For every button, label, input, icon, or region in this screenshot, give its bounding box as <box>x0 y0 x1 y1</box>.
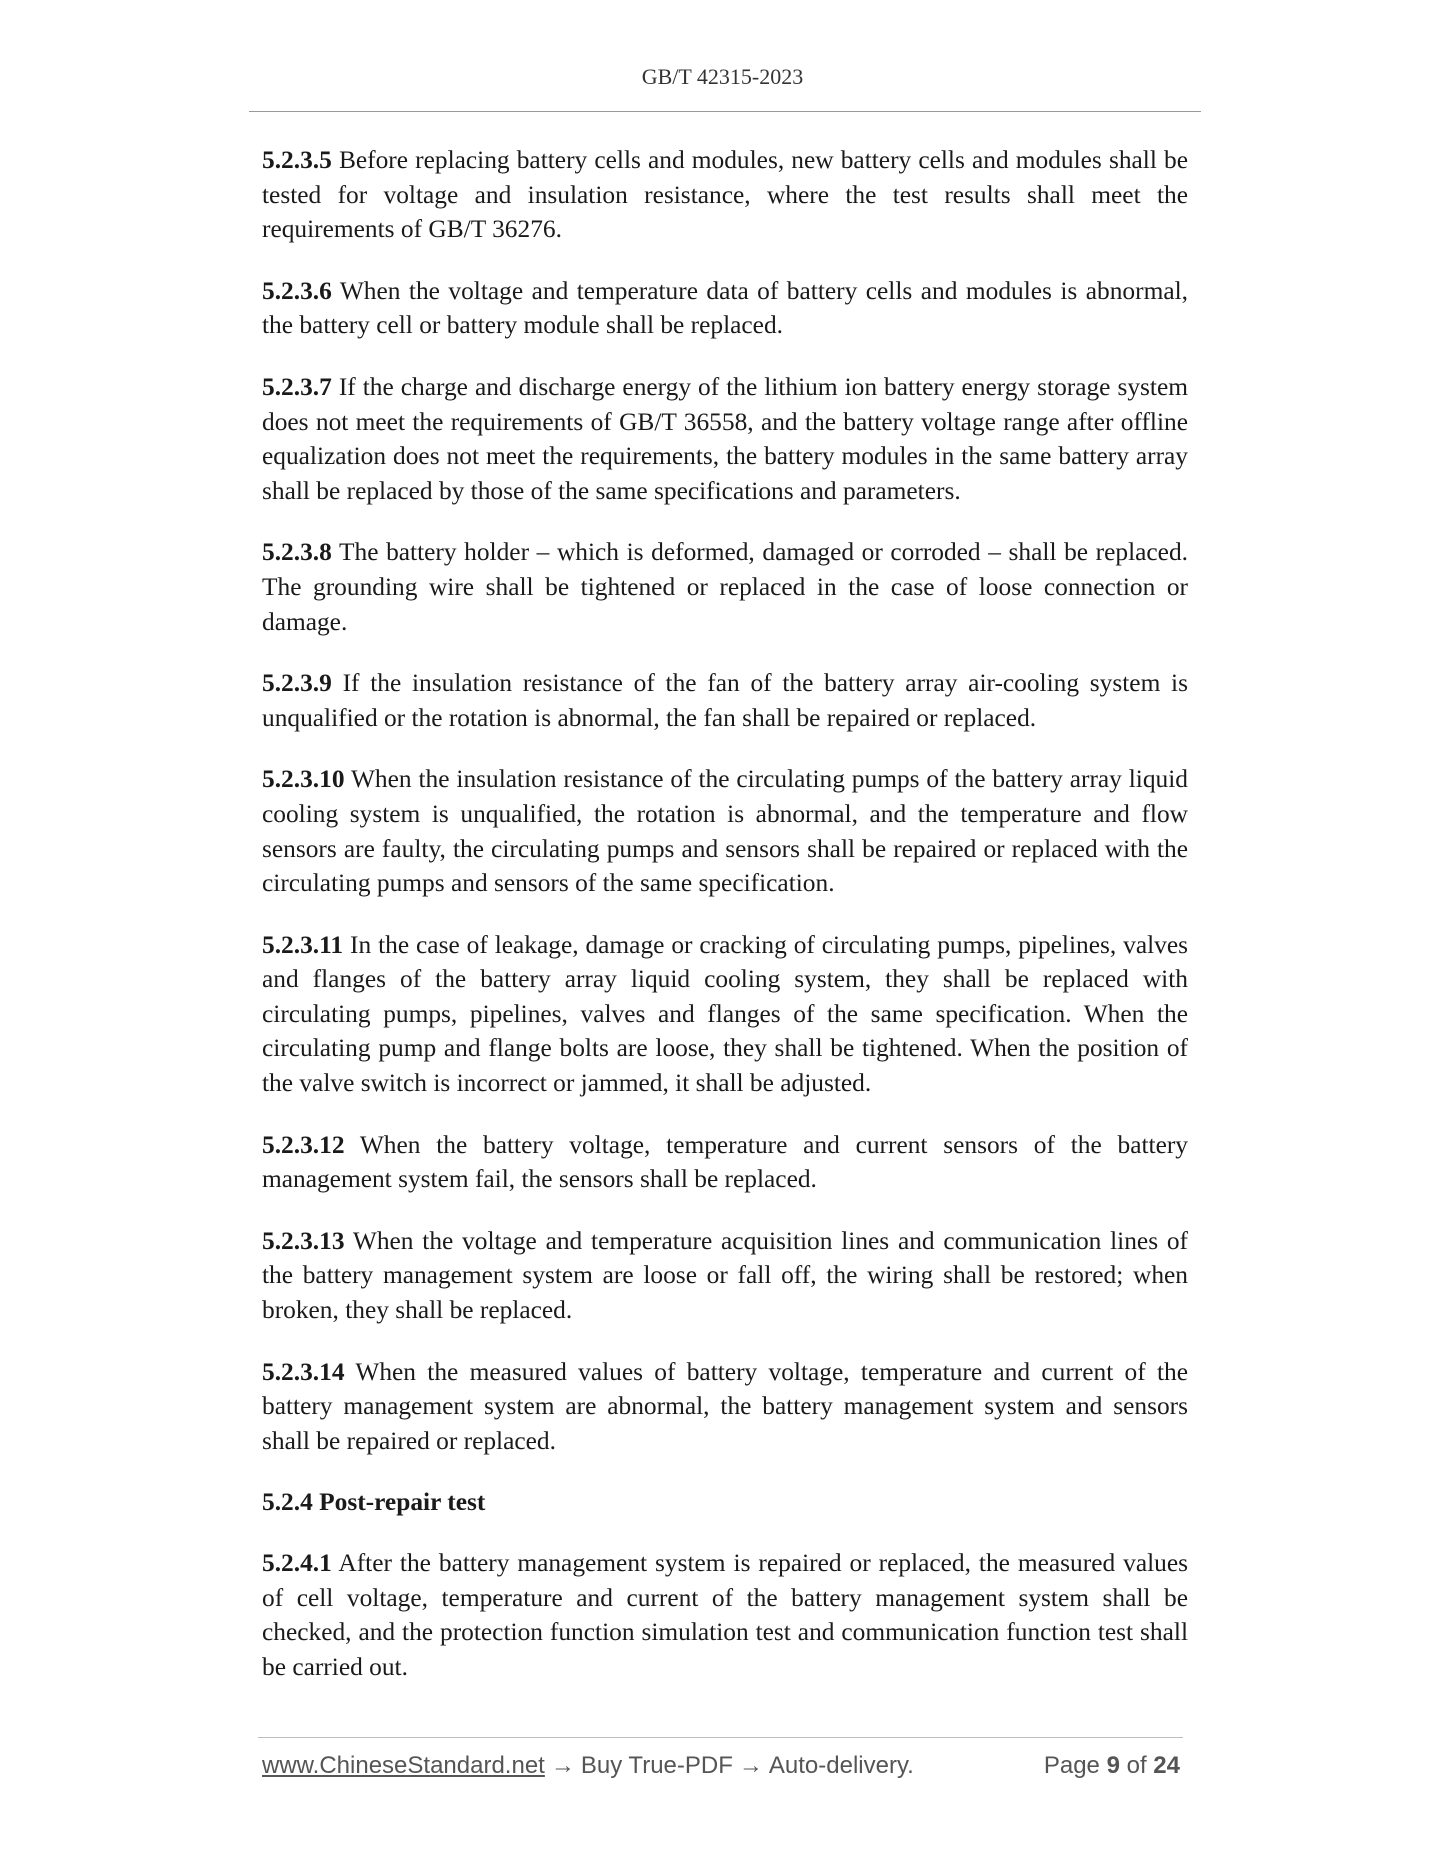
arrow-right-icon: → <box>738 1752 763 1779</box>
clause-5-2-3-11 <box>262 928 1188 1101</box>
clause-number: 5.2.4.1 <box>262 1549 332 1577</box>
auto-delivery-text: Auto-delivery. <box>768 1752 914 1779</box>
clause-number: 5.2.3.8 <box>262 538 332 567</box>
clause-text: When the voltage and temperature acquisition lines and communication lines of the battery management system are loose or fall off, the wiring shall be restored; when broken, they shall be replaced. <box>262 1226 1189 1325</box>
clause-text: When the battery voltage, temperature and current sensors of the battery management system fail, the sensors shall be replaced. <box>262 1130 1188 1194</box>
footer-promo <box>262 1752 914 1780</box>
clause-5-2-3-13 <box>262 1224 1188 1328</box>
buy-pdf-text: Buy True-PDF <box>580 1752 733 1779</box>
page-current: 9 <box>1106 1752 1120 1779</box>
clause-5-2-3-9 <box>262 666 1188 735</box>
clause-text: After the battery management system is repaired or replaced, the measured values of cell voltage, temperature and current of the battery management system shall be checked, and the protection function simulation test and communication function test shall be carried out. <box>262 1549 1188 1681</box>
clause-5-2-3-5 <box>262 143 1188 247</box>
header-divider <box>249 111 1201 112</box>
clause-5-2-3-6 <box>262 274 1188 343</box>
footer-divider <box>258 1737 1183 1738</box>
clause-5-2-3-14 <box>262 1355 1188 1459</box>
page-header <box>0 64 1445 90</box>
clause-number: 5.2.3.9 <box>262 669 332 698</box>
page-footer <box>262 1752 1180 1788</box>
website-link[interactable]: www.ChineseStandard.net <box>262 1752 545 1779</box>
clause-number: 5.2.3.10 <box>262 765 345 794</box>
page-total: 24 <box>1153 1752 1180 1779</box>
clause-5-2-3-12 <box>262 1128 1188 1197</box>
clause-text: When the measured values of battery voltage, temperature and current of the battery management system are abnormal, the battery management system and sensors shall be repaired or replaced. <box>262 1357 1188 1455</box>
page-label: Page <box>1043 1752 1100 1779</box>
standard-number: GB/T 42315-2023 <box>641 64 804 89</box>
clause-text: When the insulation resistance of the circulating pumps of the battery array liquid cooling system is unqualified, the rotation is abnormal, and the temperature and flow sensors are faulty, the circulating pumps and sensors shall be repaired or replaced with the circulating pumps and sensors of the same specification. <box>262 765 1189 898</box>
clause-number: 5.2.3.11 <box>262 930 344 959</box>
clause-text: If the insulation resistance of the fan of the battery array air-cooling system is unqualified or the rotation is abnormal, the fan shall be repaired or replaced. <box>262 669 1188 732</box>
clause-number: 5.2.3.12 <box>262 1130 345 1159</box>
clause-number: 5.2.3.5 <box>262 146 332 174</box>
clause-5-2-3-10 <box>262 762 1188 900</box>
clause-5-2-3-7 <box>262 370 1188 508</box>
clause-number: 5.2.3.14 <box>262 1357 345 1386</box>
section-heading: 5.2.4 Post-repair test <box>262 1488 486 1517</box>
arrow-right-icon: → <box>550 1752 575 1779</box>
clause-number: 5.2.3.13 <box>262 1226 345 1255</box>
of-label: of <box>1126 1752 1147 1779</box>
clause-number: 5.2.3.6 <box>262 276 332 305</box>
clause-number: 5.2.3.7 <box>262 372 332 401</box>
clause-5-2-3-8 <box>262 535 1188 639</box>
clause-text: The battery holder – which is deformed, damaged or corroded – shall be replaced. The grounding wire shall be tightened or replaced in the case of loose connection or damage. <box>262 538 1188 636</box>
clause-text: When the voltage and temperature data of battery cells and modules is abnormal, the battery cell or battery module shall be replaced. <box>262 276 1189 340</box>
page-indicator <box>1044 1752 1180 1780</box>
clause-text: If the charge and discharge energy of the lithium ion battery energy storage system does not meet the requirements of GB/T 36558, and the battery voltage range after offline equalization does not meet the requirements, the battery modules in the same battery array shall be replaced by those of the same specifications and parameters. <box>262 372 1188 505</box>
clause-text: In the case of leakage, damage or cracking of circulating pumps, pipelines, valves and flanges of the battery array liquid cooling system, they shall be replaced with circulating pumps, pipelines, valves and flanges of the same specification. When the circulating pump and flange bolts are loose, they shall be tightened. When the position of the valve switch is incorrect or jammed, it shall be adjusted. <box>262 930 1188 1098</box>
document-body <box>262 143 1188 1711</box>
clause-text: Before replacing battery cells and modules, new battery cells and modules shall be tested for voltage and insulation resistance, where the test results shall meet the requirements of GB/T 36276. <box>262 146 1188 244</box>
clause-5-2-4-1 <box>262 1546 1188 1684</box>
